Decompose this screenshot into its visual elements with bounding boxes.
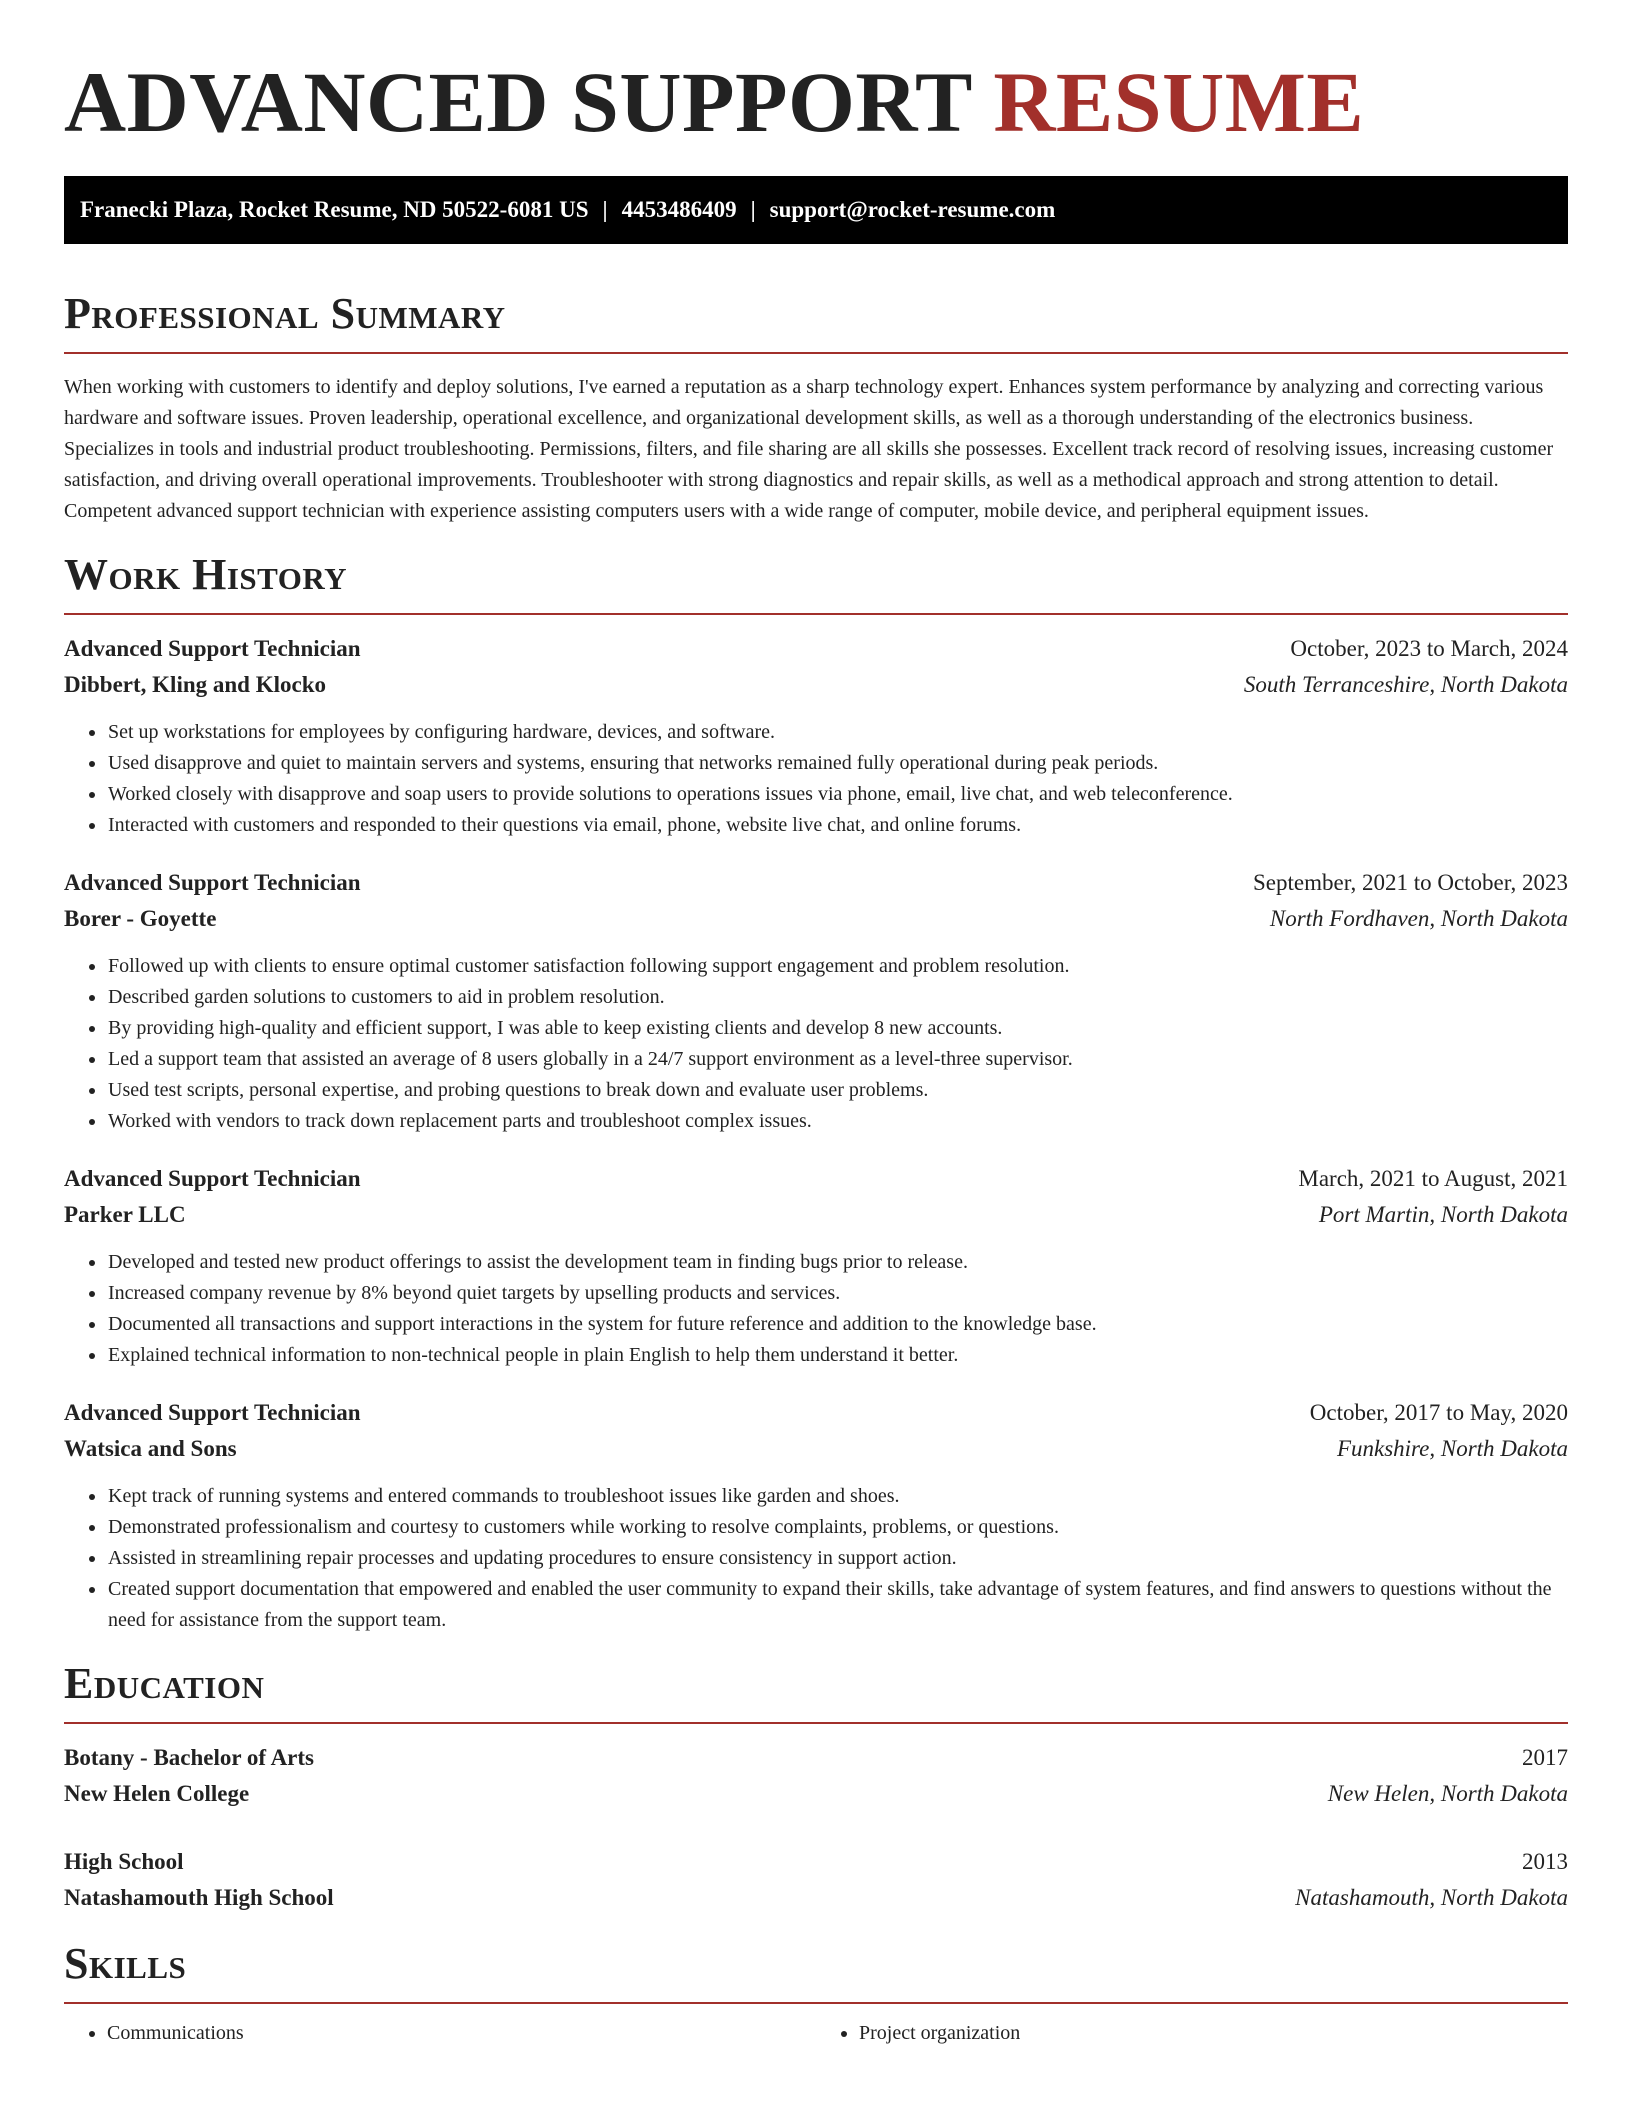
skills-section (64, 1938, 1568, 2049)
job-dates: March, 2021 to August, 2021 (1298, 1166, 1568, 1191)
job-bullet: • Followed up with clients to ensure optimal customer satisfaction following support engagement and problem resolution. (107, 951, 1568, 982)
job-bullets (64, 1247, 1568, 1371)
job-bullet: • Used disapprove and quiet to maintain servers and systems, ensuring that networks remained fully operational during peak periods. (107, 748, 1568, 779)
job-entry (64, 1161, 1568, 1371)
job-bullet: • Set up workstations for employees by configuring hardware, devices, and software. (107, 717, 1568, 748)
job-dates: October, 2017 to May, 2020 (1309, 1400, 1568, 1425)
title-main: ADVANCED SUPPORT (64, 54, 972, 150)
job-header-row (64, 1395, 1568, 1431)
contact-bar (64, 176, 1568, 244)
skills-right-column (816, 2018, 1568, 2049)
education-header-row (64, 1740, 1568, 1776)
job-title: Advanced Support Technician (64, 870, 361, 895)
job-location: South Terranceshire, North Dakota (1243, 672, 1568, 697)
job-header-row (64, 631, 1568, 667)
summary-text: When working with customers to identify and deploy solutions, I've earned a reputation as a sharp technology expert. Enhances system performance by analyzing and correcting various hardware and software issues. Proven leadership, operational excellence, and organizational development skills, as well as a thorough understanding of the electronics business. Specializes in tools and industrial product troubleshooting. Permissions, filters, and file sharing are all skills she possesses. Excellent track record of resolving issues, increasing customer satisfaction, and driving overall operational improvements. Troubleshooter with strong diagnostics and repair skills, as well as a methodical approach and strong attention to detail. Competent advanced support technician with experience assisting computers users with a wide range of computer, mobile device, and peripheral equipment issues. (64, 376, 1554, 522)
job-company-row (64, 667, 1568, 703)
education-heading: Education (64, 1659, 265, 1708)
job-bullet: • Increased company revenue by 8% beyond quiet targets by upselling products and services. (107, 1278, 1568, 1309)
job-dates: October, 2023 to March, 2024 (1290, 636, 1568, 661)
section-divider (64, 613, 1568, 615)
skills-left-column (64, 2018, 816, 2049)
job-location: North Fordhaven, North Dakota (1269, 906, 1568, 931)
education-degree: Botany - Bachelor of Arts (64, 1745, 315, 1770)
contact-email: support@rocket-resume.com (769, 197, 1056, 222)
section-divider (64, 2002, 1568, 2004)
job-company-row (64, 1197, 1568, 1233)
skill-item: • Project organization (859, 2018, 1568, 2049)
summary-heading: Professional Summary (64, 289, 506, 338)
education-degree: High School (64, 1849, 184, 1874)
education-entry (64, 1740, 1568, 1812)
job-bullet: • Created support documentation that empowered and enabled the user community to expand their skills, take advantage of system features, and find answers to questions without the need for assistance from the support team. (107, 1574, 1568, 1636)
job-title: Advanced Support Technician (64, 1400, 361, 1425)
job-location: Port Martin, North Dakota (1318, 1202, 1568, 1227)
work-history-section (64, 549, 1568, 1636)
education-location: Natashamouth, North Dakota (1295, 1885, 1568, 1910)
job-bullet: • Demonstrated professionalism and courtesy to customers while working to resolve complaints, problems, or questions. (107, 1512, 1568, 1543)
job-company-row (64, 1431, 1568, 1467)
education-header-row (64, 1844, 1568, 1880)
job-bullet: • Used test scripts, personal expertise, and probing questions to break down and evaluate user problems. (107, 1075, 1568, 1106)
job-header-row (64, 865, 1568, 901)
job-company: Dibbert, Kling and Klocko (64, 672, 326, 697)
job-bullets (64, 951, 1568, 1137)
education-school-row (64, 1880, 1568, 1916)
education-section (64, 1658, 1568, 1916)
skill-item: • Communications (107, 2018, 816, 2049)
section-divider (64, 1722, 1568, 1724)
job-title: Advanced Support Technician (64, 636, 361, 661)
work-history-heading: Work History (64, 550, 348, 599)
title-accent: RESUME (993, 54, 1365, 150)
education-entry (64, 1844, 1568, 1916)
job-entry (64, 1395, 1568, 1636)
job-bullet: • Kept track of running systems and entered commands to troubleshoot issues like garden and shoes. (107, 1481, 1568, 1512)
job-bullet: • Assisted in streamlining repair processes and updating procedures to ensure consistency in support action. (107, 1543, 1568, 1574)
job-dates: September, 2021 to October, 2023 (1253, 870, 1568, 895)
job-entry (64, 631, 1568, 841)
job-company: Watsica and Sons (64, 1436, 237, 1461)
job-bullets (64, 1481, 1568, 1636)
contact-address: Franecki Plaza, Rocket Resume, ND 50522-6081 US (80, 197, 589, 222)
education-school-row (64, 1776, 1568, 1812)
contact-separator: | (602, 197, 608, 222)
job-bullet: • By providing high-quality and efficient support, I was able to keep existing clients and develop 8 new accounts. (107, 1013, 1568, 1044)
job-header-row (64, 1161, 1568, 1197)
job-title: Advanced Support Technician (64, 1166, 361, 1191)
education-year: 2017 (1522, 1745, 1568, 1770)
skills-columns (64, 2018, 1568, 2049)
job-bullet: • Developed and tested new product offerings to assist the development team in finding bugs prior to release. (107, 1247, 1568, 1278)
education-school: Natashamouth High School (64, 1885, 334, 1910)
contact-phone: 4453486409 (621, 197, 737, 222)
job-entry (64, 865, 1568, 1137)
job-bullet: • Worked closely with disapprove and soap users to provide solutions to operations issues via phone, email, live chat, and web teleconference. (107, 779, 1568, 810)
job-bullet: • Documented all transactions and support interactions in the system for future reference and addition to the knowledge base. (107, 1309, 1568, 1340)
job-bullet: • Led a support team that assisted an average of 8 users globally in a 24/7 support environment as a level-three supervisor. (107, 1044, 1568, 1075)
job-bullet: • Explained technical information to non-technical people in plain English to help them understand it better. (107, 1340, 1568, 1371)
job-bullet: • Interacted with customers and responded to their questions via email, phone, website live chat, and online forums. (107, 810, 1568, 841)
job-bullets (64, 717, 1568, 841)
education-location: New Helen, North Dakota (1327, 1781, 1568, 1806)
education-school: New Helen College (64, 1781, 250, 1806)
job-company: Parker LLC (64, 1202, 186, 1227)
education-year: 2013 (1522, 1849, 1568, 1874)
contact-separator: | (750, 197, 756, 222)
job-bullet: • Described garden solutions to customers to aid in problem resolution. (107, 982, 1568, 1013)
resume-title (64, 0, 1568, 152)
section-divider (64, 352, 1568, 354)
job-location: Funkshire, North Dakota (1336, 1436, 1568, 1461)
job-company: Borer - Goyette (64, 906, 217, 931)
job-bullet: • Worked with vendors to track down replacement parts and troubleshoot complex issues. (107, 1106, 1568, 1137)
summary-section (64, 288, 1568, 527)
job-company-row (64, 901, 1568, 937)
skills-heading: Skills (64, 1939, 187, 1988)
